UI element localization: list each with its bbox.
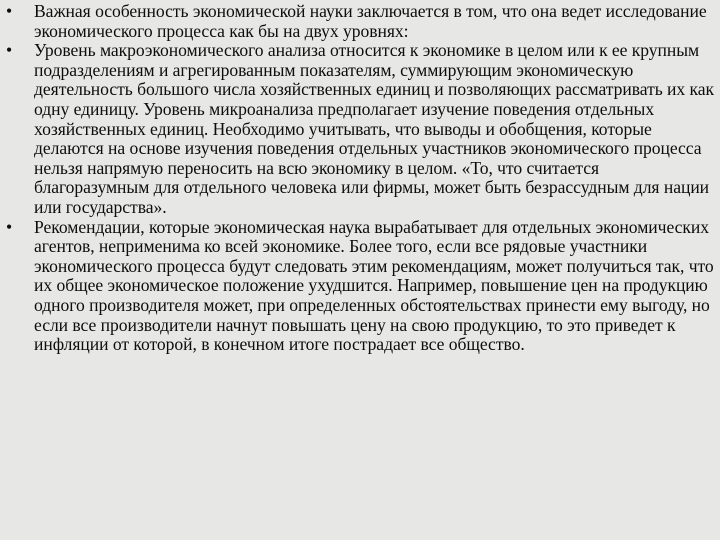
bullet-text: Рекомендации, которые экономическая наука вырабатывает для отдельных экономических агентов, неприменима ко всей экономике. Более того, если все рядовые участники экономического процесса будут следовать этим рекомендациям, может получиться так, что их общее экономическое положение ухудшится. Например, повышение цен на продукцию одного производителя может, при определенных обстоятельствах принести ему выгоду, но если все производители начнут повышать цену на свою продукцию, то это приведет к инфляции от которой, в конечном итоге пострадает все общество. [34,216,714,355]
bullet-item-macro-micro [0,41,714,217]
bullet-item-two-levels [0,2,714,41]
bullet-icon: • [6,1,13,21]
bullet-icon: • [6,216,13,237]
bullet-icon: • [6,40,13,61]
bullet-list [0,2,714,355]
bullet-text: Уровень макроэкономического анализа относится к экономике в целом или к ее крупным подразделениям и агрегированным показателям, суммирующим экономическую деятельность большого числа хозяйственных единиц и позволяющих рассматривать их как одну единицу. Уровень микроанализа предполагает изучение поведения отдельных хозяйственных единиц. Необходимо учитывать, что выводы и обобщения, которые делаются на основе изучения поведения отдельных участников экономического процесса нельзя напрямую переносить на всю экономику в целом. «То, что считается благоразумным для отдельного человека или фирмы, может быть безрассудным для нации или государства». [34,40,714,217]
bullet-item-recommendations [0,218,714,355]
bullet-text: Важная особенность экономической науки заключается в том, что она ведет исследование экономического процесса как бы на двух уровнях: [34,1,707,41]
